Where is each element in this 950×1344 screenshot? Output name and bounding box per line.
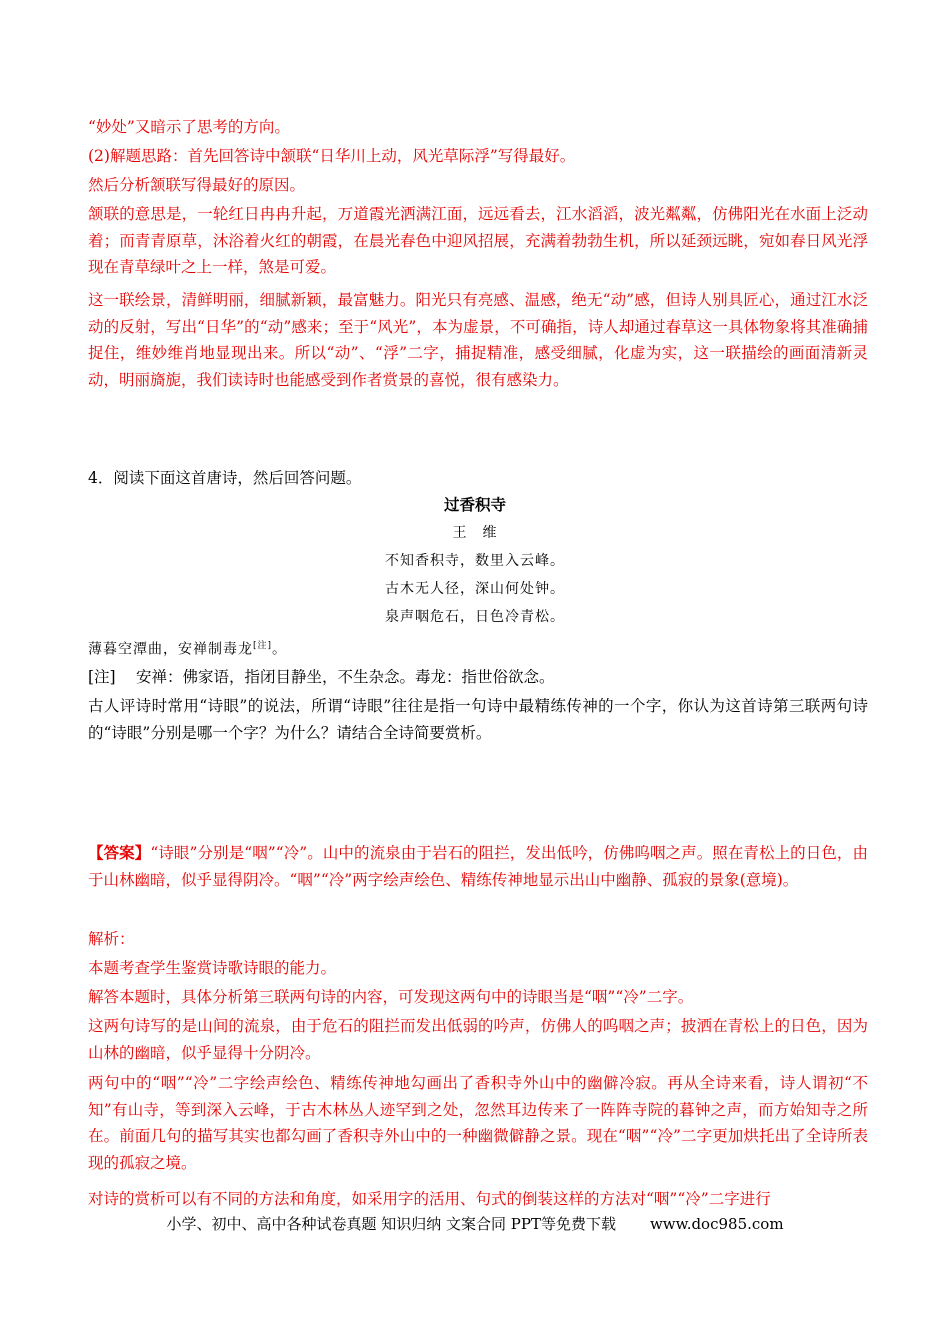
answer-analysis-1: 本题考查学生鉴赏诗歌诗眼的能力。 (88, 959, 337, 977)
analysis-line-1: “妙处”又暗示了思考的方向。 (88, 118, 290, 136)
answer-label: 【答案】 (88, 843, 151, 862)
poem-last-line-text: 薄暮空潭曲，安禅制毒龙 (88, 641, 253, 658)
poem-author: 王 维 (452, 525, 498, 541)
analysis-line-3: 然后分析颔联写得最好的原因。 (88, 176, 306, 194)
poem-line-2: 古木无人径，深山何处钟。 (385, 581, 565, 597)
note-marker: [注] (253, 641, 273, 651)
analysis-line-2: (2)解题思路：首先回答诗中颔联“日华川上动，风光草际浮”写得最好。 (88, 147, 576, 165)
answer-analysis-2: 解答本题时，具体分析第三联两句诗的内容，可发现这两句中的诗眼当是“咽”“冷”二字。 (88, 988, 694, 1006)
poem-line-3: 泉声咽危石，日色冷青松。 (385, 609, 565, 625)
poem-last-line (88, 633, 868, 663)
poem-last-line-end: 。 (272, 641, 288, 658)
answer-analysis-4: 两句中的“咽”“冷”二字绘声绘色、精练传神地勾画出了香积寺外山中的幽僻冷寂。再从全诗来看，诗人谓初“不知”有山寺，等到深入云峰，于古木林丛人迹罕到之处，忽然耳边传来了一阵阵寺院的暮钟之声，而方始知寺之所在。前面几句的描写其实也都勾画了香积寺外山中的一种幽微僻静之景。现在“咽”“冷”二字更加烘托出了全诗所表现的孤寂之境。 (88, 1074, 868, 1172)
footer-text: 小学、初中、高中各种试卷真题 知识归纳 文案合同 PPT等免费下载 (166, 1215, 616, 1233)
poem-line-1: 不知香积寺，数里入云峰。 (385, 553, 565, 569)
answer-paragraph (88, 840, 868, 893)
answer-analysis-5: 对诗的赏析可以有不同的方法和角度，如采用字的活用、句式的倒装这样的方法对“咽”“冷”二字进行 (88, 1190, 771, 1208)
analysis-label: 解析： (88, 930, 135, 948)
answer-text: “诗眼”分别是“咽”“冷”。山中的流泉由于岩石的阻拦，发出低吟，仿佛呜咽之声。照在青松上的日色，由于山林幽暗，似乎显得阴冷。“咽”“冷”两字绘声绘色、精练传神地显示出山中幽静、孤寂的景象(意境)。 (88, 844, 868, 889)
answer-analysis-3: 这两句诗写的是山间的流泉，由于危石的阻拦而发出低弱的吟声，仿佛人的呜咽之声；披洒在青松上的日色，因为山林的幽暗，似乎显得十分阴冷。 (88, 1017, 868, 1062)
poem-title: 过香积寺 (443, 495, 506, 514)
analysis-paragraph-2: 这一联绘景，清鲜明丽，细腻新颖，最富魅力。阳光只有亮感、温感，绝无“动”感，但诗人别具匠心，通过江水泛动的反射，写出“日华”的“动”感来；至于“风光”，本为虚景，不可确指，诗人却通过春草这一具体物象将其准确捕捉住，维妙维肖地显现出来。所以“动”、“浮”二字，捕捉精准，感受细腻，化虚为实，这一联描绘的画面清新灵动，明丽旖旎，我们读诗时也能感受到作者赏景的喜悦，很有感染力。 (88, 291, 868, 389)
page-footer (0, 1212, 950, 1236)
poem-note: [注] 安禅：佛家语，指闭目静坐，不生杂念。毒龙：指世俗欲念。 (88, 668, 555, 686)
analysis-paragraph-1: 颔联的意思是，一轮红日冉冉升起，万道霞光洒满江面，远远看去，江水滔滔，波光粼粼，仿佛阳光在水面上泛动着；而青青原草，沐浴着火红的朝霞，在晨光春色中迎风招展，充满着勃勃生机，所以延颈远眺，宛如春日风光浮现在青草绿叶之上一样，煞是可爱。 (88, 205, 868, 276)
footer-url[interactable]: www.doc985.com (649, 1215, 784, 1233)
question-intro: 4．阅读下面这首唐诗，然后回答问题。 (88, 469, 362, 487)
question-prompt: 古人评诗时常用“诗眼”的说法，所谓“诗眼”往往是指一句诗中最精练传神的一个字，你认为这首诗第三联两句诗的“诗眼”分别是哪一个字？为什么？请结合全诗简要赏析。 (88, 697, 868, 742)
